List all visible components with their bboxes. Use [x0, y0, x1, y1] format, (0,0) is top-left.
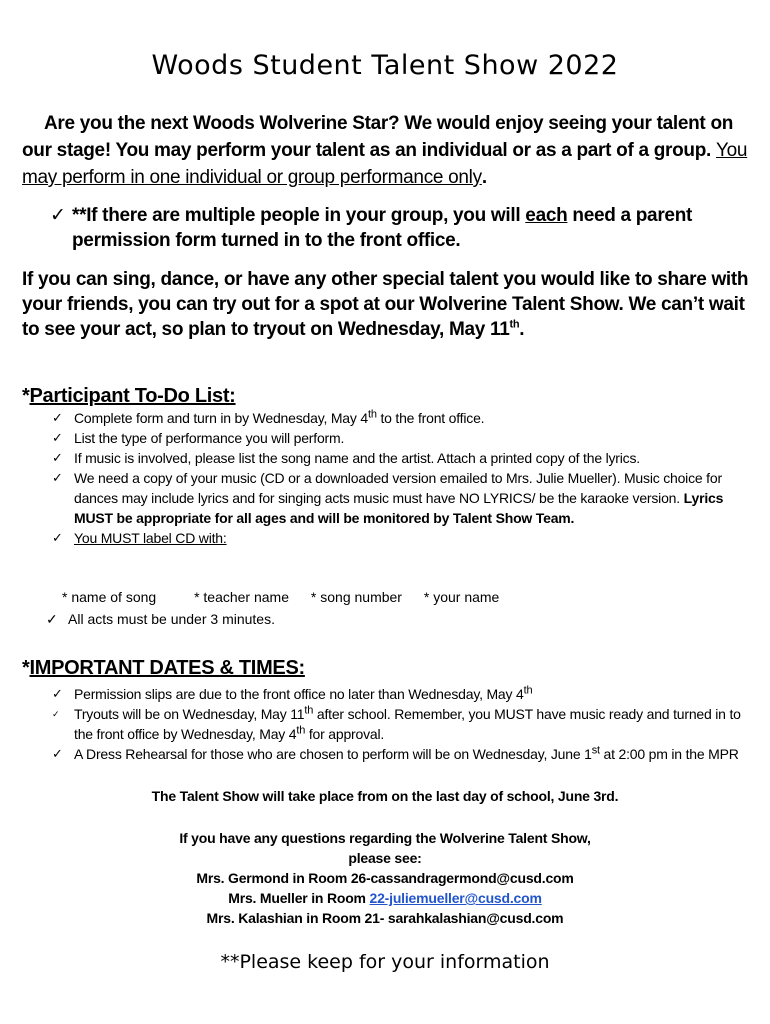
check-icon: ✓ — [46, 611, 58, 627]
check-icon: ✓ — [50, 205, 66, 226]
dates-heading: *IMPORTANT DATES & TIMES: — [22, 657, 305, 679]
list-item: ✓ List the type of performance you will perform. — [52, 430, 345, 446]
list-item: ✓ Permission slips are due to the front office no later than Wednesday, May 4th — [52, 684, 533, 702]
list-item: ✓ We need a copy of your music (CD or a downloaded version emailed to Mrs. Julie Mueller). Music choice for dances may include lyrics and for singing acts music must have NO LYRICS/ be the karaoke version. Lyrics MUST be appropriate for all ages and will be monitored by Talent Show Team. — [52, 470, 724, 526]
footer-note: **Please keep for your information — [220, 951, 550, 973]
parent-note-text: **If there are multiple people in your group, you will each need a parent permission form turned in to the front office. — [72, 205, 693, 251]
intro-underlined: You may perform in one individual or group performance only — [22, 140, 748, 188]
mueller-email-link[interactable]: 22-juliemueller@cusd.com — [369, 890, 542, 906]
contacts-please-see: please see: — [348, 850, 422, 866]
tryout-paragraph: If you can sing, dance, or have any other special talent you would like to share with your friends, you can try out for a spot at our Wolverine Talent Show. We can’t wait to see your act, so plan to tryout on Wednesday, May 11th. — [22, 269, 749, 340]
dates-list — [52, 684, 742, 764]
contact-kalashian: Mrs. Kalashian in Room 21- sarahkalashian@cusd.com — [206, 910, 564, 926]
list-item: ✓ A Dress Rehearsal for those who are chosen to perform will be on Wednesday, June 1st at 2:00 pm in the MPR — [52, 744, 739, 762]
intro-period: . — [481, 167, 487, 188]
contacts-intro: If you have any questions regarding the Wolverine Talent Show, — [179, 830, 591, 846]
contact-germond: Mrs. Germond in Room 26-cassandragermond@cusd.com — [196, 870, 574, 886]
cd-label-fields — [62, 589, 662, 605]
intro-text: Are you the next Woods Wolverine Star? We would enjoy seeing your talent on our stage! You may perform your talent as an individual or as a part of a group. — [22, 113, 734, 161]
show-date: The Talent Show will take place from on the last day of school, June 3rd. — [151, 788, 619, 804]
todo-list — [52, 408, 742, 548]
label-song-name: * name of song — [62, 589, 157, 605]
page-title: Woods Student Talent Show 2022 — [151, 50, 619, 81]
check-icon: ✓ — [52, 450, 63, 465]
list-item: ✓ If music is involved, please list the song name and the artist. Attach a printed copy of the lyrics. — [52, 450, 640, 466]
check-icon: ✓ — [52, 410, 63, 425]
check-icon: ✓ — [52, 746, 63, 761]
label-your-name: * your name — [423, 589, 500, 605]
contact-mueller: Mrs. Mueller in Room 22-juliemueller@cusd.com — [228, 890, 542, 906]
check-icon: ✓ — [52, 470, 63, 485]
intro-paragraph — [22, 110, 752, 191]
check-icon: ✓ — [52, 430, 63, 445]
contacts-block — [0, 828, 770, 928]
list-item: ✓ Complete form and turn in by Wednesday, May 4th to the front office. — [52, 408, 485, 426]
check-icon: ✓ — [52, 530, 63, 545]
check-icon: ✓ — [52, 709, 60, 719]
acts-note: ✓ All acts must be under 3 minutes. — [46, 611, 275, 627]
list-item: ✓ You MUST label CD with: — [52, 530, 227, 546]
parent-note — [50, 203, 750, 253]
check-icon: ✓ — [52, 686, 63, 701]
todo-heading: *Participant To-Do List: — [22, 385, 236, 407]
label-teacher-name: * teacher name — [194, 589, 290, 605]
label-song-number: * song number — [310, 589, 402, 605]
list-item: ✓ Tryouts will be on Wednesday, May 11th after school. Remember, you MUST have music ready and turned in to the front office by Wednesday, May 4th for approval. — [52, 704, 741, 742]
